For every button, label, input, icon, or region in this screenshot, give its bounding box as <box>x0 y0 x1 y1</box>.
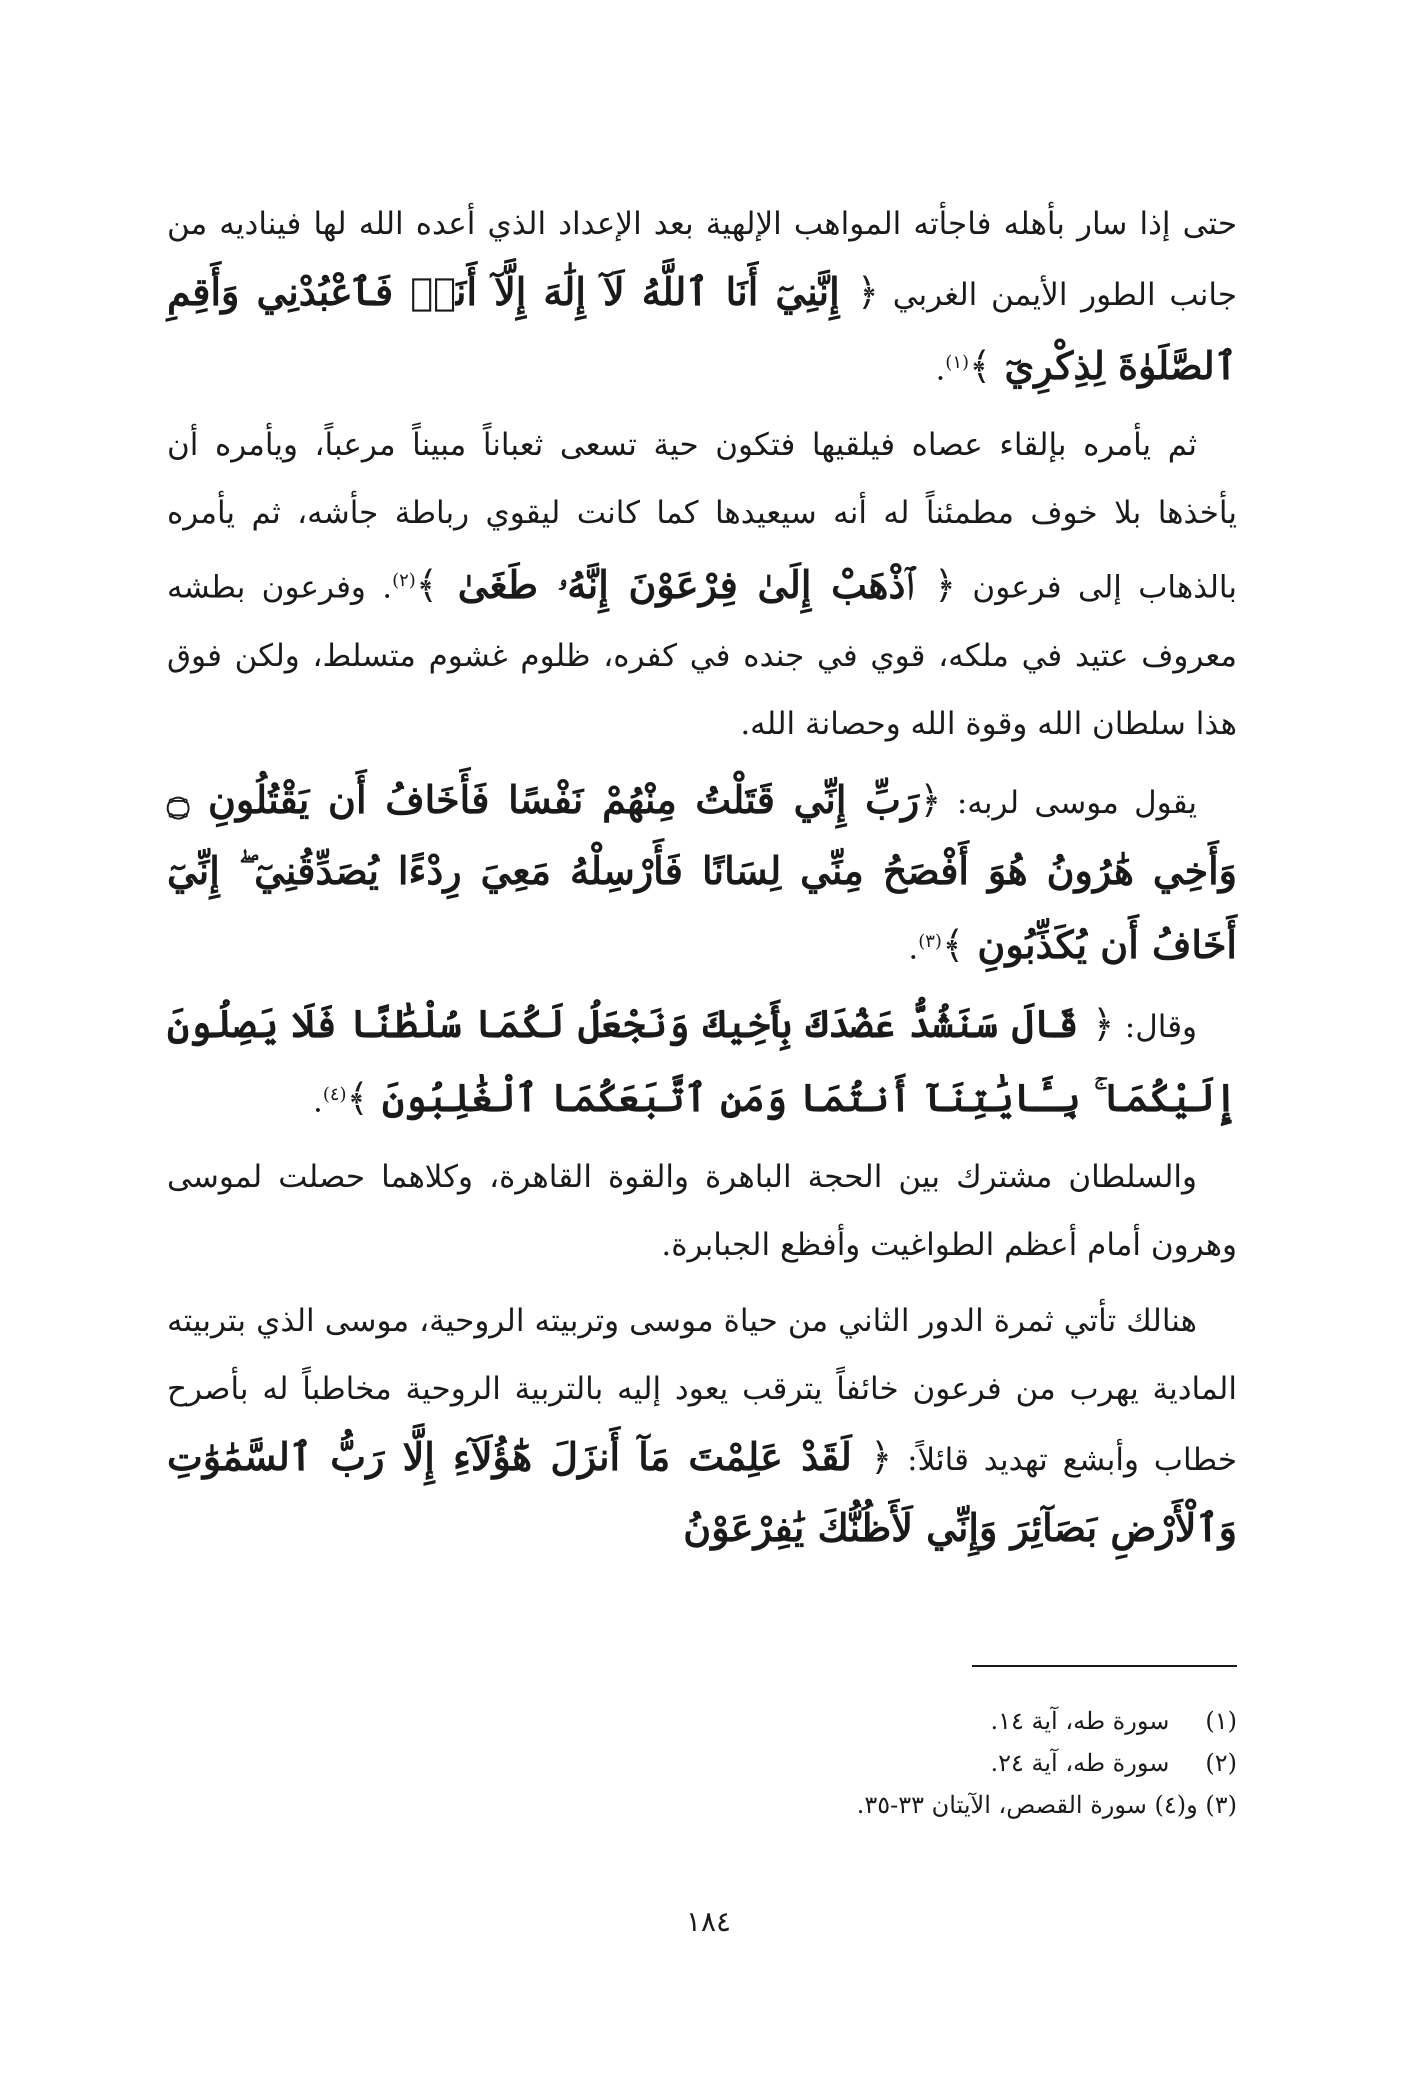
paragraph-3 <box>167 766 1237 982</box>
footnote-text: سورة القصص، الآيتان ٣٣-٣٥. <box>856 1791 1147 1819</box>
paragraph-1 <box>167 190 1237 403</box>
footnote-text: سورة طه، آية ١٤. <box>990 1707 1170 1735</box>
footnote-number: (١) <box>1205 1707 1237 1735</box>
text-segment: وقال: <box>1114 1008 1197 1045</box>
text-segment: . وفرعون بطشه معروف عتيد في ملكه، قوي في جنده في كفره، ظلوم غشوم متسلط، ولكن فوق هذا سلطان الله وقوة الله وحصانة الله. <box>167 569 1237 742</box>
text-segment: حتى إذا سار بأهله فاجأته المواهب الإلهية بعد الإعداد الذي أعده الله لها فيناديه من جانب الطور الأيمن الغربي <box>167 206 1237 313</box>
paragraph-6 <box>167 1287 1237 1565</box>
paragraph-4 <box>167 990 1237 1135</box>
paragraph-2 <box>167 411 1237 757</box>
footnote-text: سورة طه، آية ٢٤. <box>990 1749 1170 1777</box>
verse-text: قَالَ سَنَشُدُّ عَضُدَكَ بِأَخِيكَ وَنَجْعَلُ لَكُمَا سُلْطَٰنًا فَلَا يَصِلُونَ إِلَيْكُمَا ۚ بِـَٔايَٰتِنَآ أَنتُمَا وَمَنِ ٱتَّبَعَكُمَا ٱلْغَٰلِبُونَ <box>167 1000 1237 1121</box>
ornate-open-bracket: ﴿ <box>919 777 942 822</box>
text-segment: هنالك تأتي ثمرة الدور الثاني من حياة موسى وتربيته الروحية، موسى الذي بتربيته المادية يهرب من فرعون خائفاً يترقب يعود إليه بالتربية الروحية مخاطباً له بأصرح خطاب وأبشع تهديد قائلاً: <box>167 1303 1237 1479</box>
footnote-ref: (٤) <box>322 1083 347 1105</box>
footnotes <box>537 1700 1237 1826</box>
footnote-ref: (٢) <box>392 570 416 592</box>
verse-text: إِنَّنِيٓ أَنَا ٱللَّهُ لَآ إِلَٰهَ إِلَّآ أَنَا۠ فَٱعْبُدْنِي وَأَقِمِ ٱلصَّلَوٰةَ لِذِكْرِيٓ <box>167 269 1237 389</box>
footnote-separator <box>972 1665 1237 1667</box>
ornate-open-bracket: ﴿ <box>856 270 880 314</box>
ornate-close-bracket: ﴾ <box>346 1076 369 1121</box>
footnote-number: (٢) <box>1205 1749 1237 1777</box>
ornate-close-bracket: ﴾ <box>969 344 992 389</box>
paragraph-5 <box>167 1143 1237 1279</box>
verse-text: ٱذْهَبْ إِلَىٰ فِرْعَوْنَ إِنَّهُۥ طَغَىٰ <box>438 561 934 607</box>
ornate-open-bracket: ﴿ <box>1092 1001 1115 1046</box>
ornate-open-bracket: ﴿ <box>933 562 957 607</box>
footnote-item <box>537 1784 1237 1826</box>
quran-verse <box>416 562 956 607</box>
footnote-ref: (٣) <box>918 930 942 952</box>
ornate-close-bracket: ﴾ <box>415 562 439 607</box>
verse-text: لَقَدْ عَلِمْتَ مَآ أَنزَلَ هَٰٓؤُلَآءِ إِلَّا رَبُّ ٱلسَّمَٰوَٰتِ وَٱلْأَرْضِ بَصَآئِرَ وَإِنِّي لَأَظُنُّكَ يَٰفِرْعَوْنُ <box>167 1434 1237 1551</box>
ornate-close-bracket: ﴾ <box>941 922 965 967</box>
page-number: ١٨٤ <box>685 1905 732 1938</box>
text-segment: يقول موسى لربه: <box>941 784 1197 821</box>
text-segment: . <box>935 351 946 388</box>
text-segment: ثم يأمره بإلقاء عصاه فيلقيها فتكون حية تسعى ثعباناً مبيناً مرعباً، ويأمره أن يأخذها بلا خوف مطمئناً له أنه سيعيدها كما كانت ليقوي رباطة جأشه، ثم يأمره بالذهاب إلى فرعون <box>167 427 1237 606</box>
verse-text: رَبِّ إِنِّي قَتَلْتُ مِنْهُمْ نَفْسًا فَأَخَافُ أَن يَقْتُلُونِ ۝ وَأَخِي هَٰرُونُ هُوَ أَفْصَحُ مِنِّي لِسَانًا فَأَرْسِلْهُ مَعِيَ رِدْءًا يُصَدِّقُنِيٓ ۖ إِنِّيٓ أَخَافُ أَن يُكَذِّبُونِ <box>167 776 1237 967</box>
footnote-item <box>537 1700 1237 1742</box>
main-text <box>167 190 1237 1573</box>
footnote-ref: (١) <box>945 352 970 373</box>
text-segment: والسلطان مشترك بين الحجة الباهرة والقوة القاهرة، وكلاهما حصلت لموسى وهرون أمام أعظم الطواغيت وأفظع الجبابرة. <box>167 1159 1237 1264</box>
ornate-open-bracket: ﴿ <box>870 1435 893 1480</box>
footnote-item <box>537 1742 1237 1784</box>
text-segment: . <box>312 1083 323 1120</box>
footnote-number: (٣) و(٤) <box>1154 1791 1237 1819</box>
text-segment: . <box>908 929 919 966</box>
